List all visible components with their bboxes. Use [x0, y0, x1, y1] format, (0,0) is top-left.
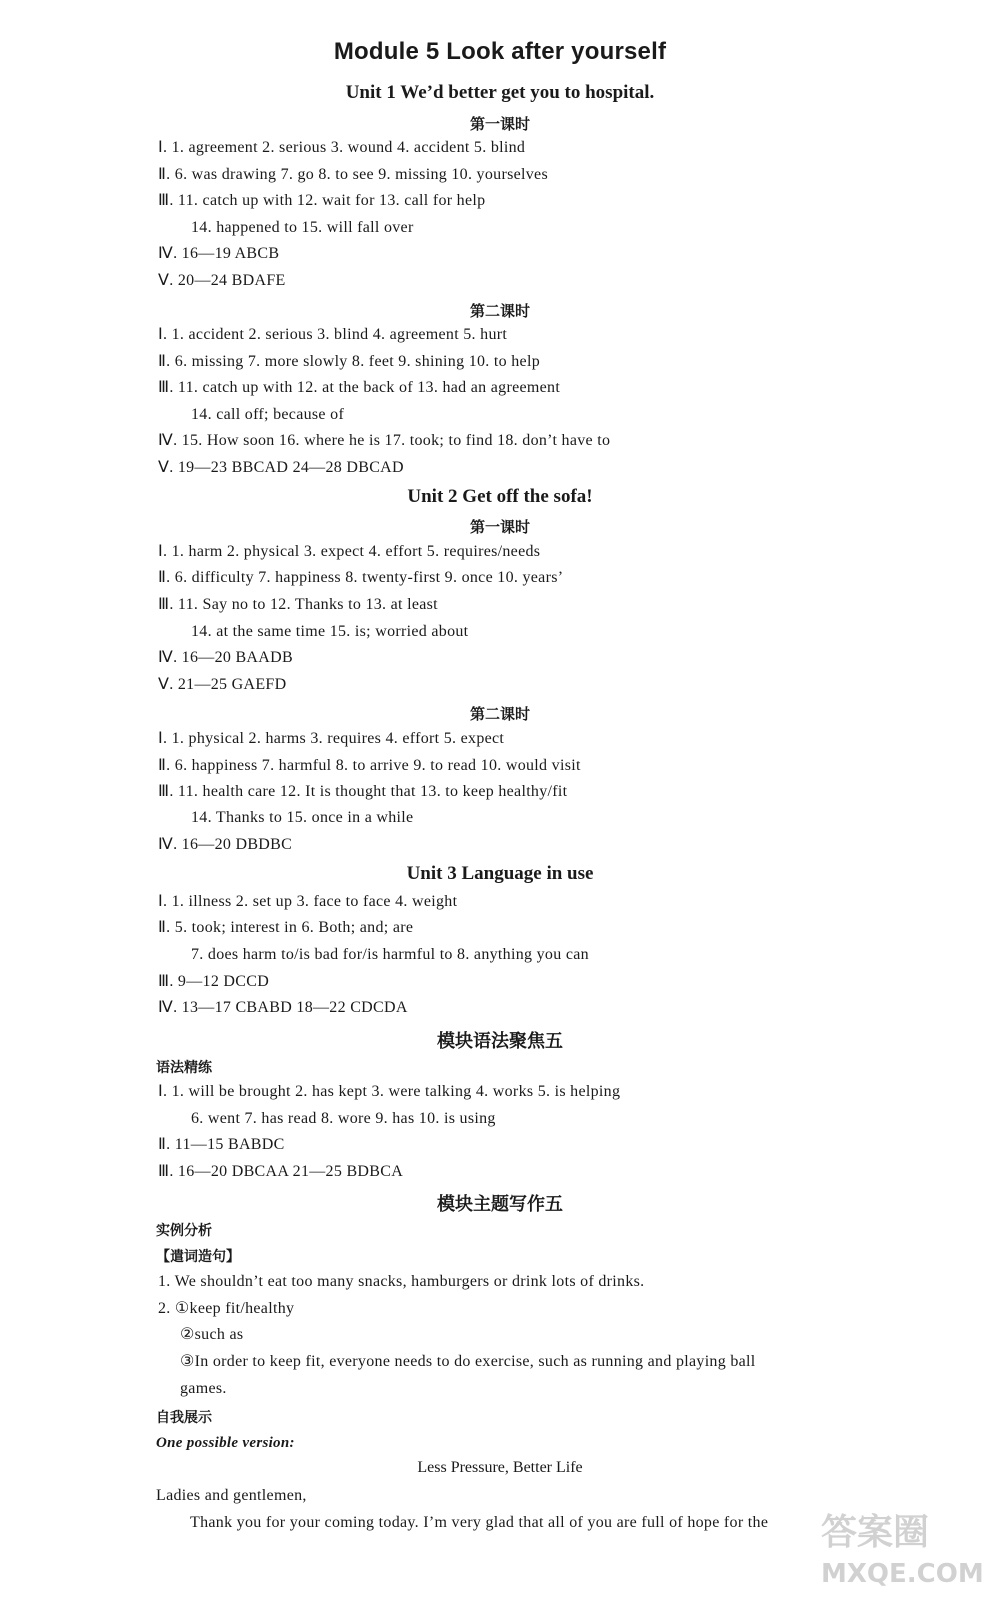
writing-subheading-analysis: 实例分析: [156, 1223, 212, 1239]
answer-line: Ⅲ. 11. catch up with 12. at the back of 13. had an agreement: [158, 379, 561, 396]
answer-line: Ⅱ. 6. difficulty 7. happiness 8. twenty-first 9. once 10. years’: [158, 569, 564, 586]
answer-line: Ⅰ. 1. will be brought 2. has kept 3. were talking 4. works 5. is helping: [158, 1083, 621, 1100]
answer-line: Ⅱ. 11—15 BABDC: [158, 1136, 285, 1153]
writing-line: 2. ①keep fit/healthy: [158, 1300, 295, 1317]
answer-line: Ⅱ. 5. took; interest in 6. Both; and; are: [158, 919, 414, 936]
answer-line: Ⅳ. 15. How soon 16. where he is 17. took; to find 18. don’t have to: [158, 432, 611, 449]
writing-subheading-showcase: 自我展示: [156, 1410, 212, 1426]
writing-line: ③In order to keep fit, everyone needs to do exercise, such as running and playing ball: [180, 1353, 756, 1370]
writing-section-title: 模块主题写作五: [437, 1194, 563, 1215]
answer-line: Ⅱ. 6. happiness 7. harmful 8. to arrive 9. to read 10. would visit: [158, 757, 581, 774]
unit1-lesson1-title: 第一课时: [469, 115, 530, 133]
answer-line: Ⅰ. 1. harm 2. physical 3. expect 4. effort 5. requires/needs: [158, 543, 541, 560]
answer-line: Ⅰ. 1. accident 2. serious 3. blind 4. agreement 5. hurt: [158, 326, 508, 343]
writing-line: ②such as: [180, 1326, 244, 1343]
watermark-title: 答案圈: [821, 1512, 930, 1553]
answer-line: Ⅰ. 1. physical 2. harms 3. requires 4. effort 5. expect: [158, 730, 505, 747]
answer-line: Ⅳ. 16—20 DBDBC: [158, 836, 293, 853]
essay-paragraph: Thank you for your coming today. I’m very glad that all of you are full of hope for the: [190, 1514, 769, 1531]
answer-line: 14. at the same time 15. is; worried about: [191, 623, 469, 640]
answer-line: Ⅰ. 1. illness 2. set up 3. face to face 4. weight: [158, 893, 458, 910]
writing-subheading-wording: 【遣词造句】: [156, 1249, 240, 1265]
essay-title: Less Pressure, Better Life: [417, 1459, 583, 1476]
watermark-logo: [817, 1500, 992, 1592]
answer-line: Ⅳ. 16—20 BAADB: [158, 649, 293, 666]
answer-line: Ⅱ. 6. was drawing 7. go 8. to see 9. missing 10. yourselves: [158, 166, 548, 183]
writing-line: games.: [180, 1380, 227, 1397]
watermark-url: MXQE.COM: [821, 1559, 984, 1589]
answer-line: 6. went 7. has read 8. wore 9. has 10. is using: [191, 1110, 496, 1127]
answer-line: Ⅲ. 9—12 DCCD: [158, 973, 270, 990]
answer-line: Ⅱ. 6. missing 7. more slowly 8. feet 9. shining 10. to help: [158, 353, 540, 370]
answer-line: 14. Thanks to 15. once in a while: [191, 809, 414, 826]
module-title: Module 5 Look after yourself: [333, 38, 667, 65]
writing-line: 1. We shouldn’t eat too many snacks, hamburgers or drink lots of drinks.: [158, 1273, 645, 1290]
unit3-title: Unit 3 Language in use: [406, 863, 594, 884]
unit1-lesson2-title: 第二课时: [469, 302, 530, 320]
answer-line: Ⅰ. 1. agreement 2. serious 3. wound 4. accident 5. blind: [158, 139, 526, 156]
unit2-lesson1-title: 第一课时: [469, 518, 530, 536]
grammar-section-title: 模块语法聚焦五: [437, 1031, 563, 1052]
answer-line: Ⅴ. 19—23 BBCAD 24—28 DBCAD: [158, 459, 404, 476]
answer-line: Ⅲ. 11. Say no to 12. Thanks to 13. at least: [158, 596, 438, 613]
answer-line: 14. call off; because of: [191, 406, 345, 423]
unit2-lesson2-title: 第二课时: [469, 705, 530, 723]
unit1-title: Unit 1 We’d better get you to hospital.: [345, 82, 655, 103]
answer-line: Ⅴ. 20—24 BDAFE: [158, 272, 286, 289]
answer-line: Ⅳ. 16—19 ABCB: [158, 245, 280, 262]
answer-line: 14. happened to 15. will fall over: [191, 219, 414, 236]
essay-salutation: Ladies and gentlemen,: [156, 1487, 307, 1504]
version-label: One possible version:: [156, 1435, 295, 1451]
answer-line: Ⅳ. 13—17 CBABD 18—22 CDCDA: [158, 999, 408, 1016]
answer-line: Ⅲ. 16—20 DBCAA 21—25 BDBCA: [158, 1163, 404, 1180]
answer-line: Ⅲ. 11. health care 12. It is thought that 13. to keep healthy/fit: [158, 783, 568, 800]
answer-line: Ⅴ. 21—25 GAEFD: [158, 676, 287, 693]
grammar-subheading: 语法精练: [156, 1060, 212, 1076]
unit2-title: Unit 2 Get off the sofa!: [407, 486, 593, 507]
answer-line: 7. does harm to/is bad for/is harmful to 8. anything you can: [191, 946, 589, 963]
answer-line: Ⅲ. 11. catch up with 12. wait for 13. call for help: [158, 192, 486, 209]
